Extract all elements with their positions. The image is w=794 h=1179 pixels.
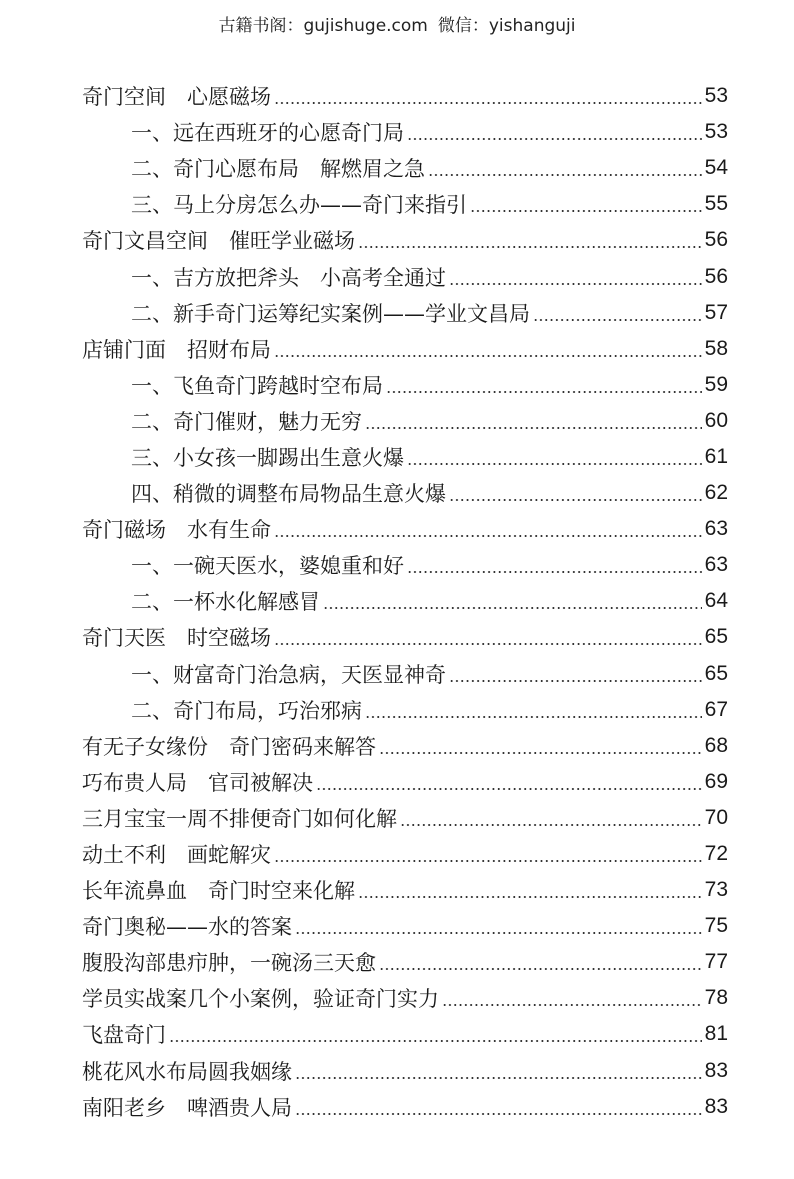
toc-dot-leader: [358, 246, 702, 248]
toc-entry-title: 一、飞鱼奇门跨越时空布局: [131, 373, 383, 398]
toc-entry[interactable]: [82, 403, 728, 439]
toc-entry-title: 奇门天医 时空磁场: [82, 626, 271, 651]
toc-dot-leader: [533, 319, 702, 321]
toc-entry-page: 62: [704, 481, 728, 505]
toc-entry-page: 83: [704, 1094, 728, 1118]
toc-dot-leader: [407, 463, 702, 465]
toc-dot-leader: [274, 102, 702, 104]
toc-entry-title: 学员实战案几个小案例，验证奇门实力: [82, 987, 439, 1012]
toc-entry[interactable]: [82, 619, 728, 655]
toc-entry[interactable]: [82, 547, 728, 583]
toc-entry-page: 60: [704, 408, 728, 432]
toc-entry-title: 一、远在西班牙的心愿奇门局: [131, 121, 404, 146]
toc-entry-title: 动土不利 画蛇解灾: [82, 843, 271, 868]
toc-entry[interactable]: [82, 114, 728, 150]
toc-entry-title: 奇门磁场 水有生命: [82, 518, 271, 543]
toc-entry-page: 58: [704, 336, 728, 360]
toc-dot-leader: [295, 1113, 702, 1115]
toc-dot-leader: [407, 571, 702, 573]
toc-entry-page: 64: [704, 589, 728, 613]
toc-entry[interactable]: [82, 295, 728, 331]
toc-entry[interactable]: [82, 222, 728, 258]
toc-entry-title: 店铺门面 招财布局: [82, 337, 271, 362]
toc-entry-title: 一、财富奇门治急病，天医显神奇: [131, 662, 446, 687]
toc-entry-page: 70: [704, 805, 728, 829]
toc-entry[interactable]: [82, 1016, 728, 1052]
toc-entry-title: 三、小女孩一脚踢出生意火爆: [131, 445, 404, 470]
toc-dot-leader: [407, 138, 702, 140]
toc-entry[interactable]: [82, 475, 728, 511]
toc-dot-leader: [358, 896, 702, 898]
toc-dot-leader: [295, 1077, 702, 1079]
toc-entry-title: 二、奇门布局，巧治邪病: [131, 698, 362, 723]
toc-entry[interactable]: [82, 980, 728, 1016]
toc-entry-page: 53: [704, 120, 728, 144]
toc-dot-leader: [470, 210, 702, 212]
toc-entry-page: 57: [704, 300, 728, 324]
toc-entry-title: 四、稍微的调整布局物品生意火爆: [131, 482, 446, 507]
toc-entry-title: 二、奇门催财，魅力无穷: [131, 409, 362, 434]
toc-entry[interactable]: [82, 944, 728, 980]
toc-dot-leader: [449, 680, 702, 682]
header-site: 古籍书阁：gujishuge.com: [218, 16, 428, 36]
toc-entry[interactable]: [82, 439, 728, 475]
toc-entry-page: 68: [704, 733, 728, 757]
toc-dot-leader: [379, 752, 702, 754]
toc-entry-title: 桃花风水布局圆我姻缘: [82, 1059, 292, 1084]
toc-dot-leader: [274, 860, 702, 862]
toc-dot-leader: [274, 535, 702, 537]
toc-entry-title: 巧布贵人局 官司被解决: [82, 770, 313, 795]
toc-entry-title: 二、一杯水化解感冒: [131, 590, 320, 615]
toc-entry-page: 59: [704, 372, 728, 396]
toc-dot-leader: [449, 499, 702, 501]
toc-entry-page: 75: [704, 914, 728, 938]
toc-entry-title: 奇门空间 心愿磁场: [82, 85, 271, 110]
toc-entry-page: 54: [704, 156, 728, 180]
toc-entry[interactable]: [82, 692, 728, 728]
toc-entry-title: 长年流鼻血 奇门时空来化解: [82, 879, 355, 904]
toc-entry-page: 53: [704, 84, 728, 108]
toc-entry-page: 55: [704, 192, 728, 216]
toc-entry-page: 63: [704, 517, 728, 541]
toc-dot-leader: [365, 716, 702, 718]
toc-entry-page: 67: [704, 697, 728, 721]
toc-dot-leader: [295, 932, 702, 934]
toc-entry-page: 73: [704, 878, 728, 902]
toc-dot-leader: [323, 607, 702, 609]
toc-dot-leader: [365, 427, 702, 429]
toc-entry-page: 65: [704, 625, 728, 649]
toc-entry-page: 61: [704, 444, 728, 468]
table-of-contents: [82, 78, 728, 1125]
toc-dot-leader: [428, 174, 702, 176]
header-wechat: 微信：yishanguji: [437, 16, 576, 36]
toc-entry[interactable]: [82, 1053, 728, 1089]
toc-entry-page: 77: [704, 950, 728, 974]
toc-entry-title: 三、马上分房怎么办——奇门来指引: [131, 193, 467, 218]
toc-entry-title: 三月宝宝一周不排便奇门如何化解: [82, 806, 397, 831]
toc-dot-leader: [449, 283, 702, 285]
toc-dot-leader: [169, 1040, 702, 1042]
toc-entry[interactable]: [82, 800, 728, 836]
toc-dot-leader: [274, 643, 702, 645]
toc-entry[interactable]: [82, 258, 728, 294]
toc-entry-page: 83: [704, 1058, 728, 1082]
page-header: [0, 12, 794, 40]
toc-entry-page: 63: [704, 553, 728, 577]
toc-entry[interactable]: [82, 331, 728, 367]
toc-entry-page: 56: [704, 228, 728, 252]
toc-entry-title: 二、奇门心愿布局 解燃眉之急: [131, 157, 425, 182]
toc-entry-title: 二、新手奇门运筹纪实案例——学业文昌局: [131, 301, 530, 326]
toc-dot-leader: [379, 968, 702, 970]
toc-entry[interactable]: [82, 511, 728, 547]
toc-entry[interactable]: [82, 78, 728, 114]
toc-entry-title: 奇门奥秘——水的答案: [82, 915, 292, 940]
toc-dot-leader: [386, 391, 702, 393]
toc-entry-title: 一、一碗天医水，婆媳重和好: [131, 554, 404, 579]
toc-dot-leader: [274, 355, 702, 357]
toc-entry-page: 65: [704, 661, 728, 685]
toc-entry[interactable]: [82, 764, 728, 800]
toc-entry-title: 南阳老乡 啤酒贵人局: [82, 1095, 292, 1120]
toc-entry[interactable]: [82, 583, 728, 619]
toc-entry-title: 有无子女缘份 奇门密码来解答: [82, 734, 376, 759]
toc-entry[interactable]: [82, 908, 728, 944]
toc-dot-leader: [442, 1004, 702, 1006]
toc-entry[interactable]: [82, 1089, 728, 1125]
toc-dot-leader: [316, 788, 702, 790]
toc-entry-page: 56: [704, 264, 728, 288]
toc-entry-title: 腹股沟部患疖肿，一碗汤三天愈: [82, 951, 376, 976]
toc-entry-page: 78: [704, 986, 728, 1010]
toc-entry[interactable]: [82, 656, 728, 692]
toc-entry-title: 一、吉方放把斧头 小高考全通过: [131, 265, 446, 290]
toc-entry-title: 奇门文昌空间 催旺学业磁场: [82, 229, 355, 254]
toc-entry[interactable]: [82, 150, 728, 186]
toc-dot-leader: [400, 824, 702, 826]
toc-entry-title: 飞盘奇门: [82, 1023, 166, 1048]
toc-entry-page: 72: [704, 842, 728, 866]
toc-entry[interactable]: [82, 728, 728, 764]
toc-entry[interactable]: [82, 367, 728, 403]
toc-entry[interactable]: [82, 186, 728, 222]
toc-entry[interactable]: [82, 872, 728, 908]
toc-entry[interactable]: [82, 836, 728, 872]
toc-entry-page: 81: [704, 1022, 728, 1046]
toc-entry-page: 69: [704, 769, 728, 793]
